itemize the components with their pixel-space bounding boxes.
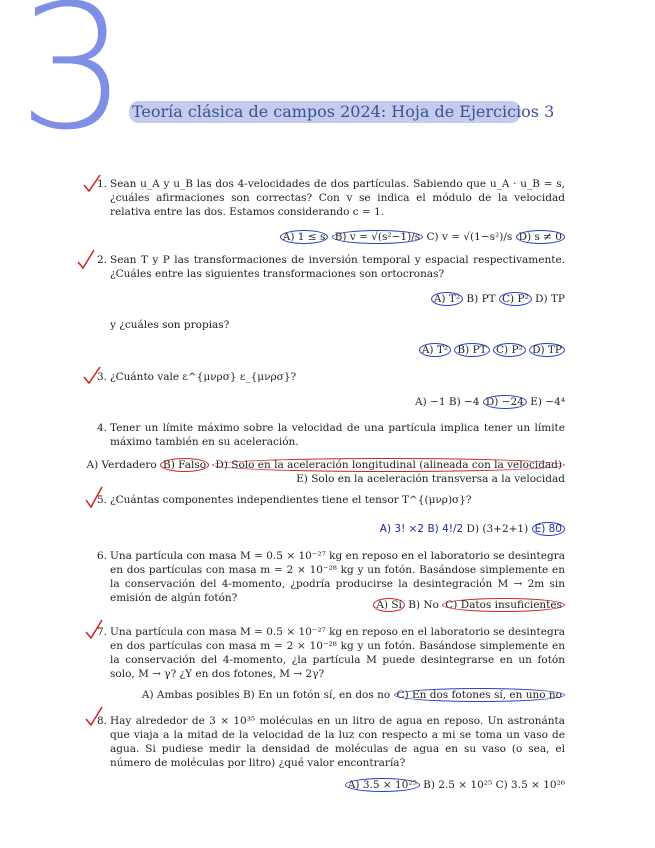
answer-option[interactable]: B) 4!/2	[427, 523, 464, 535]
check-mark-icon	[76, 248, 96, 270]
answer-option[interactable]: D) TP	[535, 293, 565, 305]
answer-option[interactable]: B) PT	[454, 343, 489, 357]
answer-option[interactable]: B) −4	[448, 396, 480, 408]
answer-row	[415, 395, 565, 409]
answer-option[interactable]: E) 80	[532, 522, 565, 536]
answer-option[interactable]: D) Solo en la aceleración longitudinal (alineada con la velocidad)	[212, 458, 565, 472]
answer-option[interactable]: C) 3.5 × 10²⁶	[495, 779, 565, 791]
answer-option[interactable]: C) En dos fotones sí, en uno no	[394, 688, 565, 702]
answer-option[interactable]: A) −1	[415, 396, 446, 408]
answer-option[interactable]: C) Datos insuficientes	[442, 598, 565, 612]
answer-option[interactable]: A) Ambas posibles	[141, 689, 240, 701]
answer-option[interactable]: C) P²	[493, 343, 526, 357]
answer-row	[380, 522, 565, 536]
answer-option[interactable]: A) 1 ≤ s	[280, 230, 329, 244]
question-number: 3.	[97, 371, 108, 383]
question-text: Sean u_A y u_B las dos 4-velocidades de dos partículas. Sabiendo que u_A · u_B = s, ¿cuáles afirmaciones son correctas? Con v se indica el módulo de la velocidad relativa entre las dos. Estamos considerando c = 1.	[110, 178, 565, 218]
question-text: ¿Cuánto vale ε^{μνρσ} ε_{μνρσ}?	[110, 371, 297, 383]
answer-option[interactable]: D) TP	[529, 343, 565, 357]
answer-option[interactable]: B) PT	[466, 293, 496, 305]
answer-option[interactable]: A) Sí	[373, 598, 405, 612]
question-number: 5.	[97, 494, 108, 506]
question-text: Tener un límite máximo sobre la velocidad de una partícula implica tener un límite máximo también en su aceleración.	[110, 422, 565, 448]
answer-option[interactable]: B) No	[408, 599, 439, 611]
question-number: 6.	[97, 550, 108, 562]
answer-option[interactable]: D) −24	[483, 395, 527, 409]
answer-row	[345, 778, 565, 792]
handwritten-number-three: 3	[18, 0, 128, 168]
answer-option[interactable]: A) Verdadero	[86, 459, 157, 471]
answer-option[interactable]: A) 3.5 × 10²⁵	[345, 778, 420, 792]
answer-option[interactable]: A) 3! ×2	[379, 523, 425, 535]
answer-row	[142, 688, 565, 702]
page-title: Teoría clásica de campos 2024: Hoja de Ejercicios 3	[132, 102, 555, 121]
answer-option[interactable]: E) −4⁴	[530, 396, 565, 408]
answer-option[interactable]: A) T²	[419, 343, 451, 357]
question-text: Una partícula con masa M = 0.5 × 10⁻²⁷ kg en reposo en el laboratorio se desintegra en dos partículas con masa m = 2 × 10⁻²⁸ kg y un fotón. Basándose simplemente en la conservación del 4-momento, ¿la partícula M puede desintegrarse en un fotón solo, M → γ? ¿Y en dos fotones, M → 2γ?	[110, 626, 565, 680]
answer-option[interactable]: D) (3+2+1)	[466, 523, 529, 535]
question-number: 8.	[97, 715, 108, 727]
answer-row	[87, 458, 565, 472]
question-text: ¿Cuántas componentes independientes tiene el tensor T^{(μνρ)σ}?	[110, 494, 472, 506]
answer-option[interactable]: C) v = √(1−s²)/s	[426, 231, 513, 243]
question-subtext: y ¿cuáles son propias?	[110, 319, 230, 331]
question-number: 2.	[97, 254, 108, 266]
answer-option[interactable]: A) T²	[431, 292, 463, 306]
answer-option[interactable]: B) 2.5 × 10²⁵	[423, 779, 493, 791]
answer-row	[431, 292, 565, 306]
answer-option[interactable]: B) En un fotón sí, en dos no	[242, 689, 391, 701]
answer-row	[419, 343, 565, 357]
answer-option[interactable]: B) v = √(s²−1)/s	[332, 230, 423, 244]
question-text: Una partícula con masa M = 0.5 × 10⁻²⁷ kg en reposo en el laboratorio se desintegra en dos partículas con masa m = 2 × 10⁻²⁸ kg y un fotón. Basándose simplemente en la conservación del 4-momento, ¿podría producirse la desintegración M → 2m sin emisión de algún fotón?	[110, 550, 565, 604]
answer-row	[373, 598, 565, 612]
question-text: Sean T y P las transformaciones de inversión temporal y espacial respectivamente. ¿Cuáles entre las siguientes transformaciones son ortocronas?	[110, 254, 565, 280]
question-number: 4.	[97, 422, 108, 434]
answer-option[interactable]: C) P²	[499, 292, 532, 306]
answer-option[interactable]: B) Falso	[160, 458, 209, 472]
answer-option[interactable]: E) Solo en la aceleración transversa a la velocidad	[296, 473, 565, 485]
answer-option[interactable]: D) s ≠ 0	[516, 230, 565, 244]
question-number: 7.	[97, 626, 108, 638]
answer-row	[280, 230, 565, 244]
question-number: 1.	[97, 178, 108, 190]
question-text: Hay alrededor de 3 × 10³⁵ moléculas en un litro de agua en reposo. Un astronánta que viaja a la mitad de la velocidad de la luz con respecto a mi se toma un vaso de agua. Si pudiese medir la densidad de moléculas de agua en su vaso (o sea, el número de moléculas por litro) ¿qué valor encontraría?	[110, 715, 565, 769]
